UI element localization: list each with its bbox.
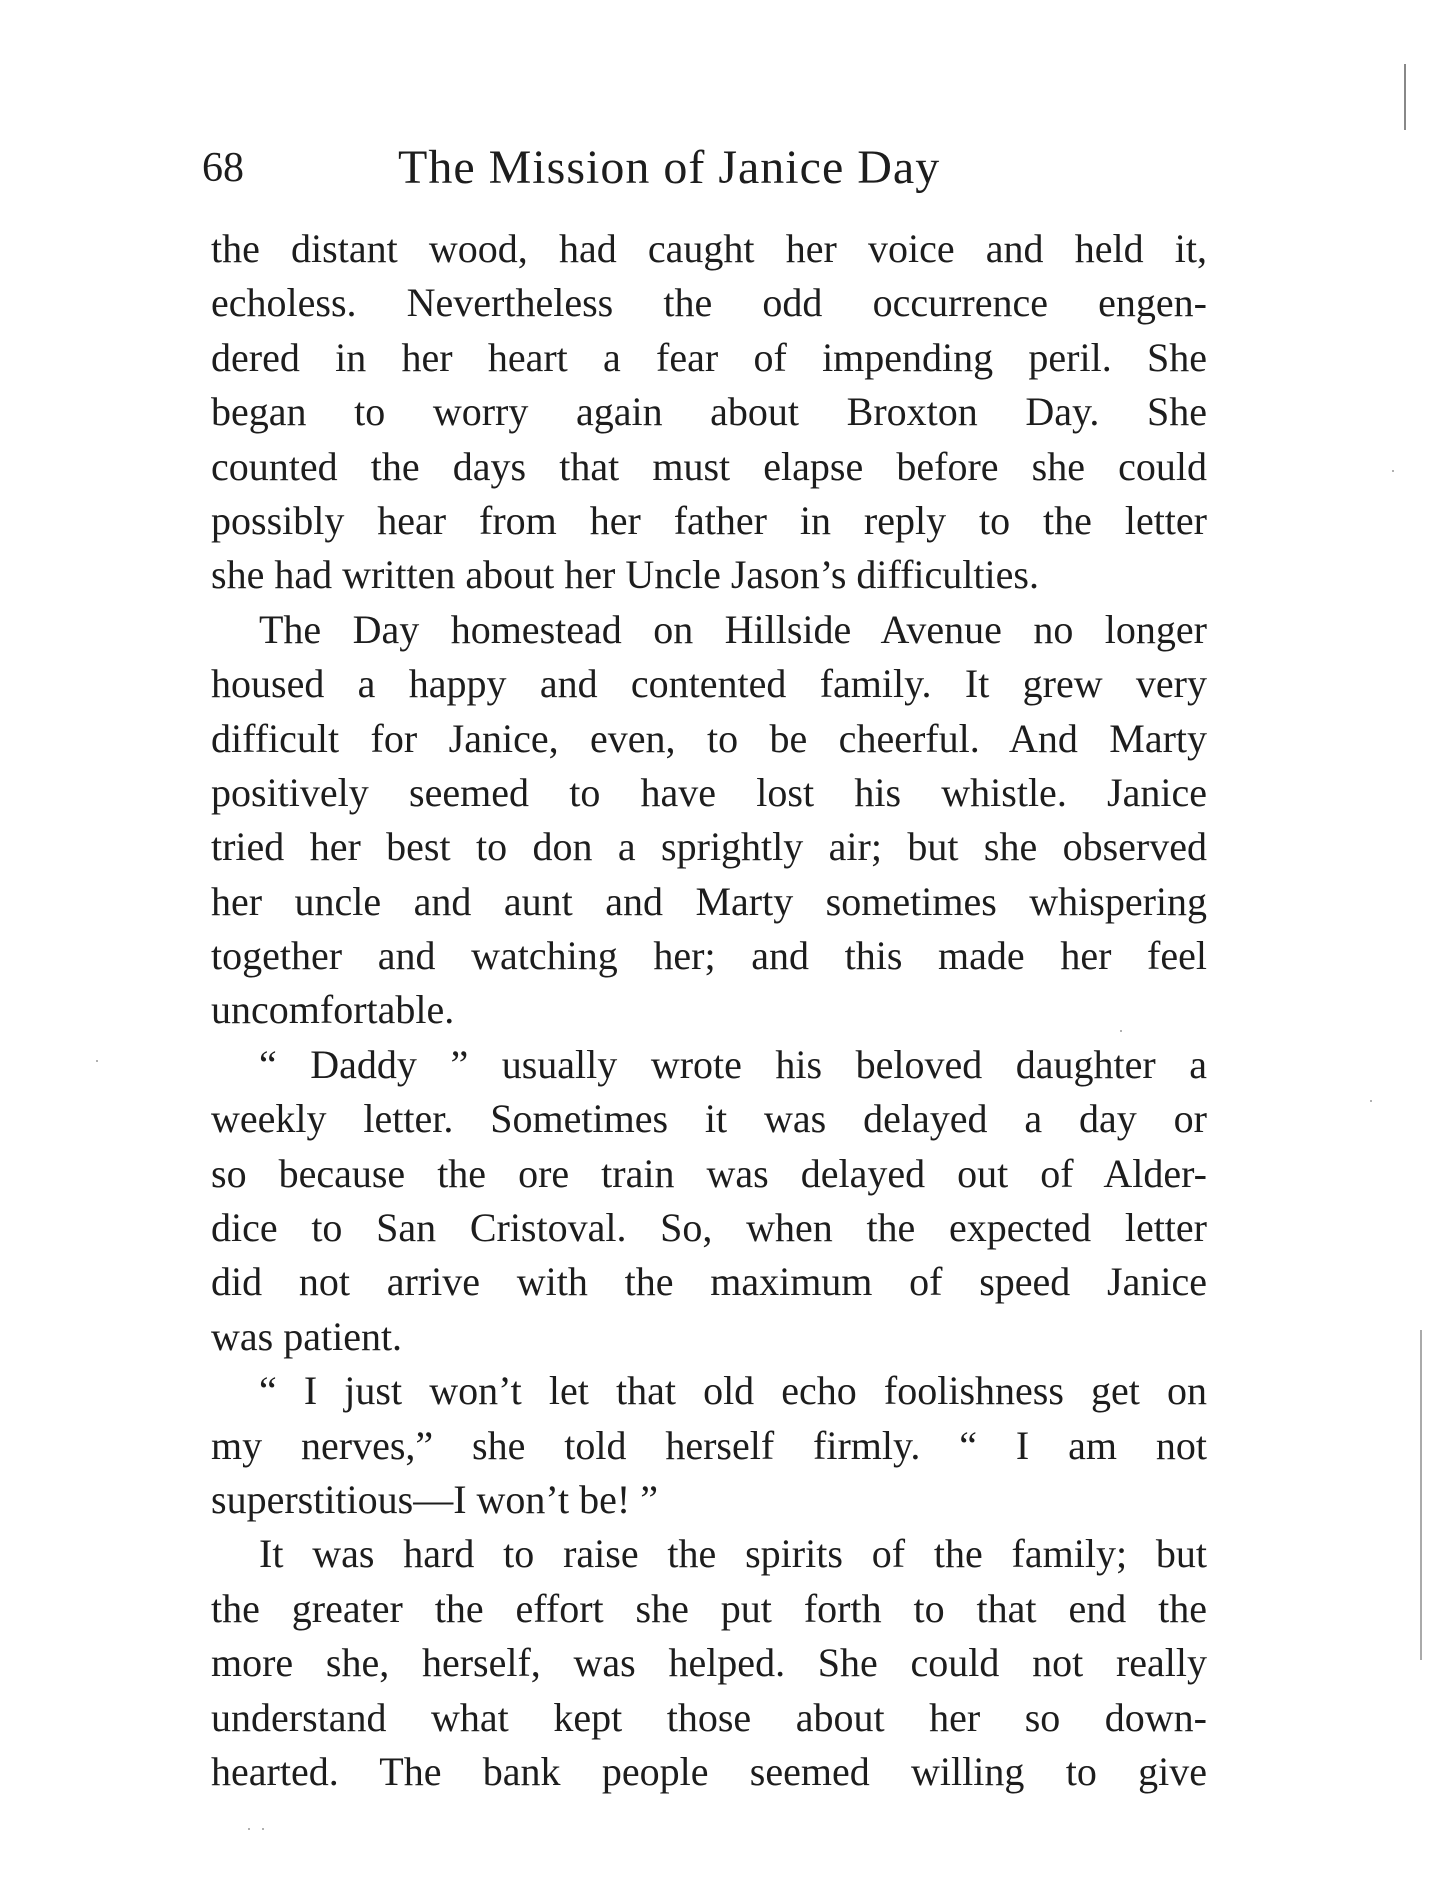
text-line: did not arrive with the maximum of speed Janice — [211, 1259, 1207, 1305]
text-line: dered in her heart a fear of impending peril. She — [211, 334, 1207, 380]
paragraph-first-line: “ Daddy ” usually wrote his beloved daughter a — [259, 1041, 1207, 1087]
scan-edge-mark — [1420, 1330, 1422, 1660]
paragraph-first-line: “ I just won’t let that old echo foolishness get on — [259, 1368, 1207, 1414]
scan-speck — [1370, 1100, 1372, 1102]
text-line: began to worry again about Broxton Day. She — [211, 389, 1207, 435]
text-line: the distant wood, had caught her voice and held it, — [211, 226, 1207, 271]
text-line: difficult for Janice, even, to be cheerful. And Marty — [211, 715, 1207, 761]
page-number: 68 — [202, 145, 244, 191]
scan-speck — [1120, 1030, 1122, 1032]
text-line: together and watching her; and this made her feel — [211, 933, 1207, 979]
scan-speck — [262, 1828, 264, 1830]
text-line: more she, herself, was helped. She could not really — [211, 1640, 1207, 1686]
text-line: understand what kept those about her so down- — [211, 1694, 1207, 1740]
text-line: possibly hear from her father in reply to the letter — [211, 497, 1207, 543]
text-line: positively seemed to have lost his whistle. Janice — [211, 769, 1207, 815]
running-title: The Mission of Janice Day — [398, 141, 941, 194]
body-text — [211, 222, 1207, 1799]
scan-edge-mark — [1404, 64, 1406, 130]
text-line: tried her best to don a sprightly air; but she observed — [211, 824, 1207, 870]
scan-speck — [96, 1060, 98, 1062]
text-line: she had written about her Uncle Jason’s difficulties. — [211, 552, 1039, 598]
text-line: weekly letter. Sometimes it was delayed a day or — [211, 1096, 1207, 1142]
text-line: echoless. Nevertheless the odd occurrence engen- — [211, 280, 1207, 326]
text-line: housed a happy and contented family. It grew very — [211, 661, 1207, 707]
text-line: dice to San Cristoval. So, when the expected letter — [211, 1205, 1207, 1251]
text-line: hearted. The bank people seemed willing to give — [211, 1748, 1207, 1794]
text-line: my nerves,” she told herself firmly. “ I am not — [211, 1422, 1207, 1468]
paragraph-first-line: The Day homestead on Hillside Avenue no longer — [259, 606, 1207, 652]
text-line: the greater the effort she put forth to that end the — [211, 1585, 1207, 1631]
text-line: her uncle and aunt and Marty sometimes whispering — [211, 878, 1207, 924]
page-header — [202, 138, 1202, 198]
scan-speck — [1392, 470, 1394, 472]
text-line: so because the ore train was delayed out of Alder- — [211, 1150, 1207, 1196]
scan-speck — [248, 1828, 250, 1830]
paragraph-first-line: It was hard to raise the spirits of the family; but — [259, 1531, 1207, 1577]
text-line: uncomfortable. — [211, 987, 455, 1033]
text-line: superstitious—I won’t be! ” — [211, 1476, 658, 1522]
text-line: counted the days that must elapse before she could — [211, 443, 1207, 489]
text-line: was patient. — [211, 1313, 403, 1359]
